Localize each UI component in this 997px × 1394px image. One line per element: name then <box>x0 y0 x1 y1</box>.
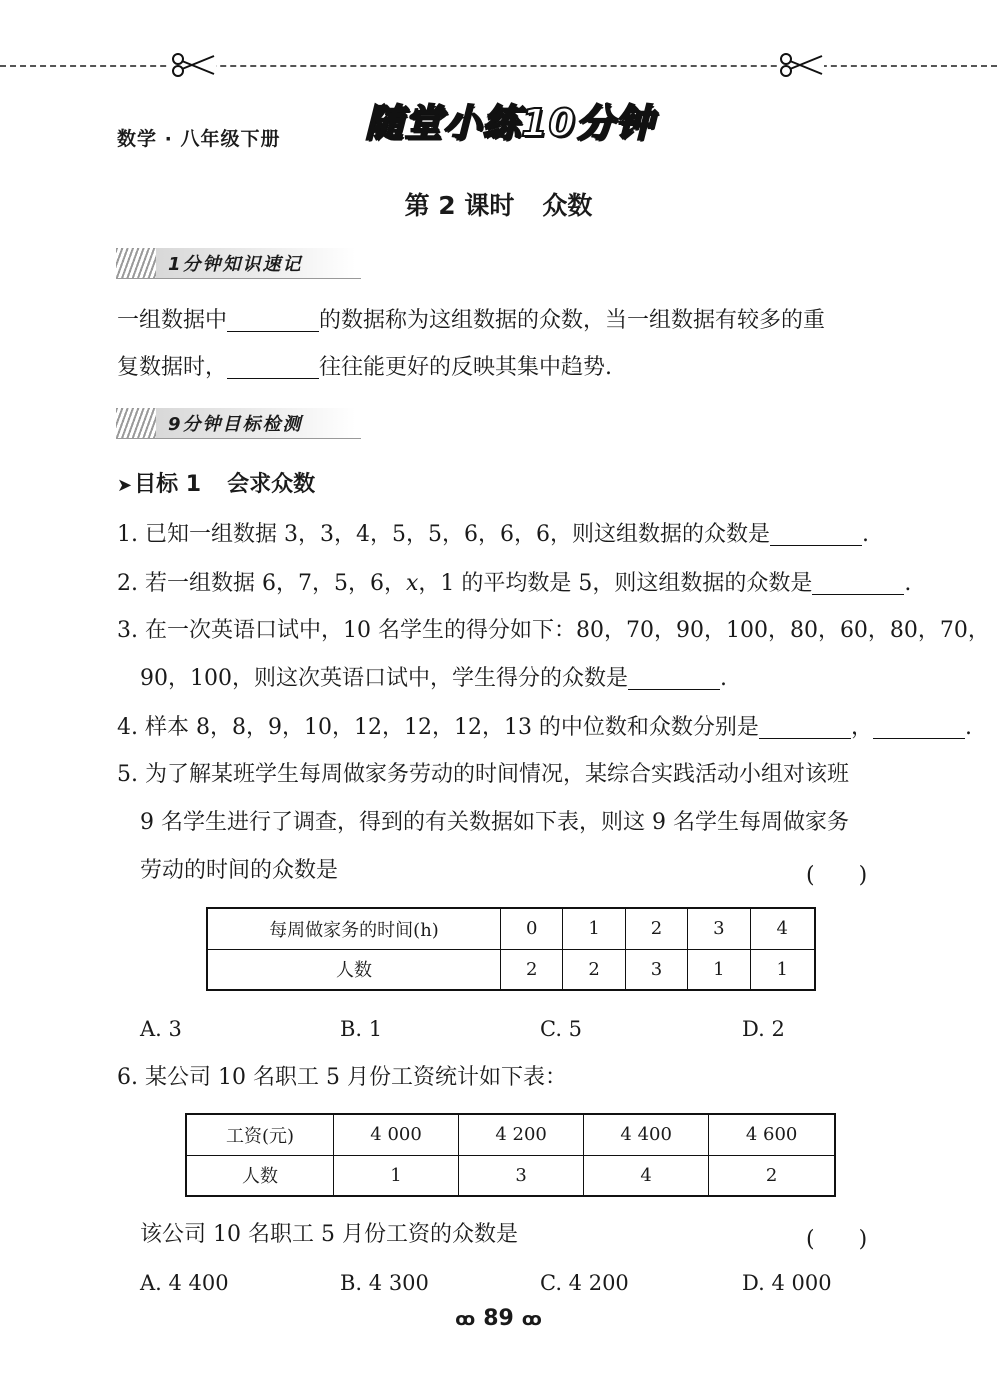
table-cell: 2 <box>501 949 563 990</box>
scissors-icon-right <box>778 50 824 80</box>
section-rule <box>116 438 361 439</box>
choice-b-q6[interactable]: B. 4 300 <box>340 1271 429 1295</box>
section-header-check <box>116 408 361 440</box>
arrow-icon: ➤ <box>117 475 133 496</box>
table-cell: 1 <box>750 949 815 990</box>
lesson-title <box>0 186 997 222</box>
page-footer <box>0 1306 997 1331</box>
table-cell: 4 <box>750 908 815 949</box>
answer-blank[interactable] <box>227 309 319 332</box>
table-cell: 4 000 <box>334 1114 459 1155</box>
answer-blank[interactable] <box>227 356 319 379</box>
table-cell: 1 <box>563 908 625 949</box>
choice-a-q6[interactable]: A. 4 400 <box>140 1271 229 1295</box>
choice-a-q5[interactable]: A. 3 <box>140 1017 182 1041</box>
question-2 <box>117 572 911 595</box>
table-cell: 2 <box>709 1155 835 1196</box>
question-punct: . <box>720 666 727 691</box>
stripe-decoration <box>116 248 158 278</box>
question-text: 90，100，则这次英语口试中，学生得分的众数是 <box>140 666 628 691</box>
table-q5 <box>206 907 816 991</box>
answer-blank-mode[interactable] <box>873 716 965 739</box>
section-label: 9分钟目标检测 <box>168 414 303 435</box>
answer-paren-q6[interactable]: ( ) <box>806 1227 868 1252</box>
knowledge-text: 一组数据中 <box>117 308 228 333</box>
section-header-memory <box>116 248 361 280</box>
question-text: 1. 已知一组数据 3，3，4，5，5，6，6，6，则这组数据的众数是 <box>117 522 770 547</box>
question-1 <box>117 523 869 546</box>
table-cell: 4 400 <box>584 1114 709 1155</box>
choice-b-q5[interactable]: B. 1 <box>340 1017 383 1041</box>
stripe-decoration <box>116 408 158 438</box>
table-cell: 4 200 <box>459 1114 584 1155</box>
scissors-icon-left <box>170 50 216 80</box>
knowledge-text: 的数据称为这组数据的众数，当一组数据有较多的重 <box>319 308 826 333</box>
table-q6 <box>185 1113 836 1197</box>
table-row <box>207 908 815 949</box>
question-text: 4. 样本 8，8，9，10，12，12，12，13 的中位数和众数分别是 <box>117 715 759 740</box>
lesson-topic: 众数 <box>542 191 593 220</box>
question-6: 6. 某公司 10 名职工 5 月份工资统计如下表： <box>117 1065 567 1090</box>
table-cell: 人数 <box>186 1155 334 1196</box>
lesson-number: 第 2 课时 <box>404 191 515 220</box>
question-5-line-1: 5. 为了解某班学生每周做家务劳动的时间情况，某综合实践活动小组对该班 <box>117 762 849 787</box>
table-row <box>186 1114 835 1155</box>
choice-c-q5[interactable]: C. 5 <box>540 1017 583 1041</box>
table-cell: 人数 <box>207 949 501 990</box>
question-punct: . <box>861 522 869 547</box>
table-row <box>186 1155 835 1196</box>
subject-label: 数学 · 八年级下册 <box>117 128 281 150</box>
banner-title: 随堂小练10分钟 <box>365 101 654 145</box>
question-5-line-3: 劳动的时间的众数是 <box>140 858 339 883</box>
table-cell: 1 <box>334 1155 459 1196</box>
table-cell: 3 <box>625 949 687 990</box>
question-punct: . <box>904 571 912 596</box>
page-number: 89 <box>483 1306 514 1331</box>
table-cell: 2 <box>625 908 687 949</box>
table-cell: 3 <box>459 1155 584 1196</box>
answer-blank[interactable] <box>770 523 862 546</box>
goal-text: 会求众数 <box>227 472 316 497</box>
table-cell: 4 600 <box>709 1114 835 1155</box>
question-4 <box>117 716 972 739</box>
goal-heading <box>117 467 315 498</box>
table-cell: 1 <box>688 949 750 990</box>
section-label: 1分钟知识速记 <box>168 254 303 275</box>
answer-blank-median[interactable] <box>759 716 851 739</box>
question-punct: . <box>964 715 972 740</box>
table-row <box>207 949 815 990</box>
answer-blank[interactable] <box>628 667 720 690</box>
question-3-line-1: 3. 在一次英语口试中，10 名学生的得分如下：80，70，90，100，80，60，80，70， <box>117 618 990 643</box>
ornament-left-icon: ꝏ <box>455 1309 476 1330</box>
question-text: 2. 若一组数据 6，7，5，6， <box>117 571 406 596</box>
choice-d-q6[interactable]: D. 4 000 <box>742 1271 832 1295</box>
ornament-right-icon: ꝏ <box>521 1309 542 1330</box>
answer-paren-q5[interactable]: ( ) <box>806 863 868 888</box>
knowledge-line-2 <box>117 356 612 379</box>
table-cell: 工资(元) <box>186 1114 334 1155</box>
knowledge-text: 往往能更好的反映其集中趋势. <box>319 355 613 380</box>
goal-label: 目标 1 <box>134 472 202 497</box>
knowledge-text: 复数据时， <box>117 355 228 380</box>
question-5-line-2: 9 名学生进行了调查，得到的有关数据如下表，则这 9 名学生每周做家务 <box>140 810 849 835</box>
variable-x: x <box>405 571 419 596</box>
table-cell: 3 <box>688 908 750 949</box>
choice-c-q6[interactable]: C. 4 200 <box>540 1271 629 1295</box>
choice-d-q5[interactable]: D. 2 <box>742 1017 785 1041</box>
answer-blank[interactable] <box>812 572 904 595</box>
table-cell: 0 <box>501 908 563 949</box>
question-text: ，1 的平均数是 5，则这组数据的众数是 <box>418 571 813 596</box>
question-6-stem: 该公司 10 名职工 5 月份工资的众数是 <box>140 1222 518 1247</box>
table-cell: 4 <box>584 1155 709 1196</box>
section-rule <box>116 278 361 279</box>
table-cell: 每周做家务的时间(h) <box>207 908 501 949</box>
question-punct: ， <box>850 715 873 740</box>
cut-line <box>0 65 997 67</box>
question-3-line-2 <box>140 667 727 690</box>
knowledge-line-1 <box>117 309 825 332</box>
table-cell: 2 <box>563 949 625 990</box>
